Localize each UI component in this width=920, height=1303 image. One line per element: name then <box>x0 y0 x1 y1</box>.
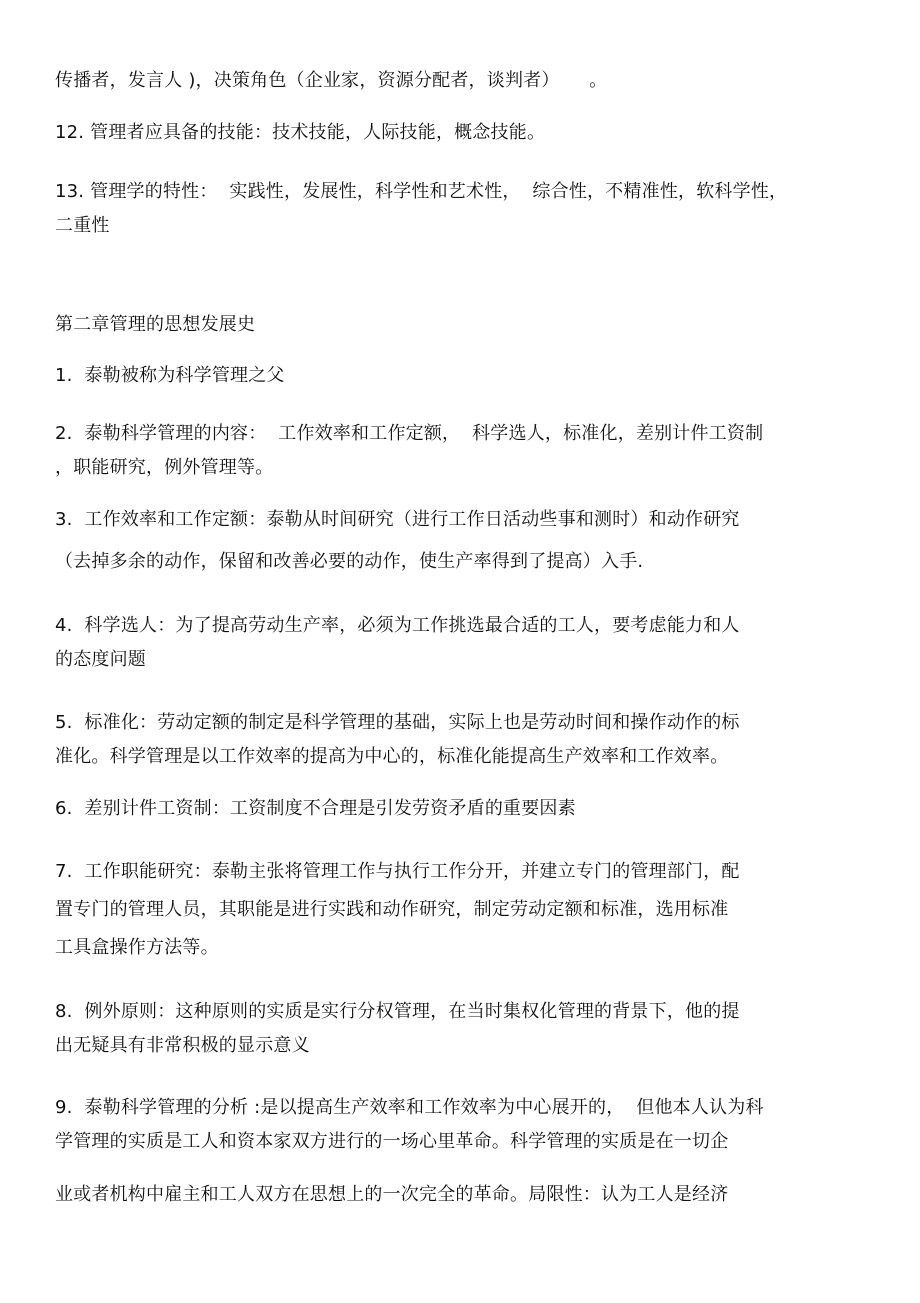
text-line: 学管理的实质是工人和资本家双方进行的一场心里革命。科学管理的实质是在一切企 <box>55 1131 729 1152</box>
text-line: ，职能研究，例外管理等。 <box>55 457 274 478</box>
text-line: （去掉多余的动作，保留和改善必要的动作，使生产率得到了提高）入手. <box>55 551 644 572</box>
text-line: 9. 泰勒科学管理的分析 :是以提高生产效率和工作效率为中心展开的， 但他本人认为科 <box>55 1097 764 1118</box>
section-heading: 第二章管理的思想发展史 <box>55 314 256 335</box>
text-line: 5. 标准化：劳动定额的制定是科学管理的基础，实际上也是劳动时间和操作动作的标 <box>55 712 740 733</box>
text-line: 业或者机构中雇主和工人双方在思想上的一次完全的革命。局限性：认为工人是经济 <box>55 1184 729 1205</box>
text-line: 1. 泰勒被称为科学管理之父 <box>55 365 285 386</box>
text-line: 传播者，发言人 )，决策角色（企业家，资源分配者，谈判者） 。 <box>55 70 608 91</box>
text-line: 13. 管理学的特性： 实践性，发展性，科学性和艺术性， 综合性，不精准性，软科学性， <box>55 181 788 202</box>
text-line: 2. 泰勒科学管理的内容： 工作效率和工作定额， 科学选人，标准化，差别计件工资制 <box>55 423 764 444</box>
text-line: 工具盒操作方法等。 <box>55 937 219 958</box>
text-line: 6. 差别计件工资制：工资制度不合理是引发劳资矛盾的重要因素 <box>55 798 576 819</box>
text-line: 3. 工作效率和工作定额：泰勒从时间研究（进行工作日活动些事和测时）和动作研究 <box>55 509 740 530</box>
text-line: 8. 例外原则：这种原则的实质是实行分权管理，在当时集权化管理的背景下，他的提 <box>55 1001 740 1022</box>
text-line: 7. 工作职能研究：泰勒主张将管理工作与执行工作分开，并建立专门的管理部门，配 <box>55 861 740 882</box>
text-line: 出无疑具有非常积极的显示意义 <box>55 1035 310 1056</box>
text-line: 12. 管理者应具备的技能：技术技能，人际技能，概念技能。 <box>55 122 546 143</box>
text-line: 4. 科学选人：为了提高劳动生产率，必须为工作挑选最合适的工人，要考虑能力和人 <box>55 615 740 636</box>
text-line: 的态度问题 <box>55 649 146 670</box>
text-line: 准化。科学管理是以工作效率的提高为中心的，标准化能提高生产效率和工作效率。 <box>55 746 729 767</box>
text-line: 二重性 <box>55 215 110 236</box>
text-line: 置专门的管理人员，其职能是进行实践和动作研究，制定劳动定额和标准，选用标准 <box>55 899 729 920</box>
